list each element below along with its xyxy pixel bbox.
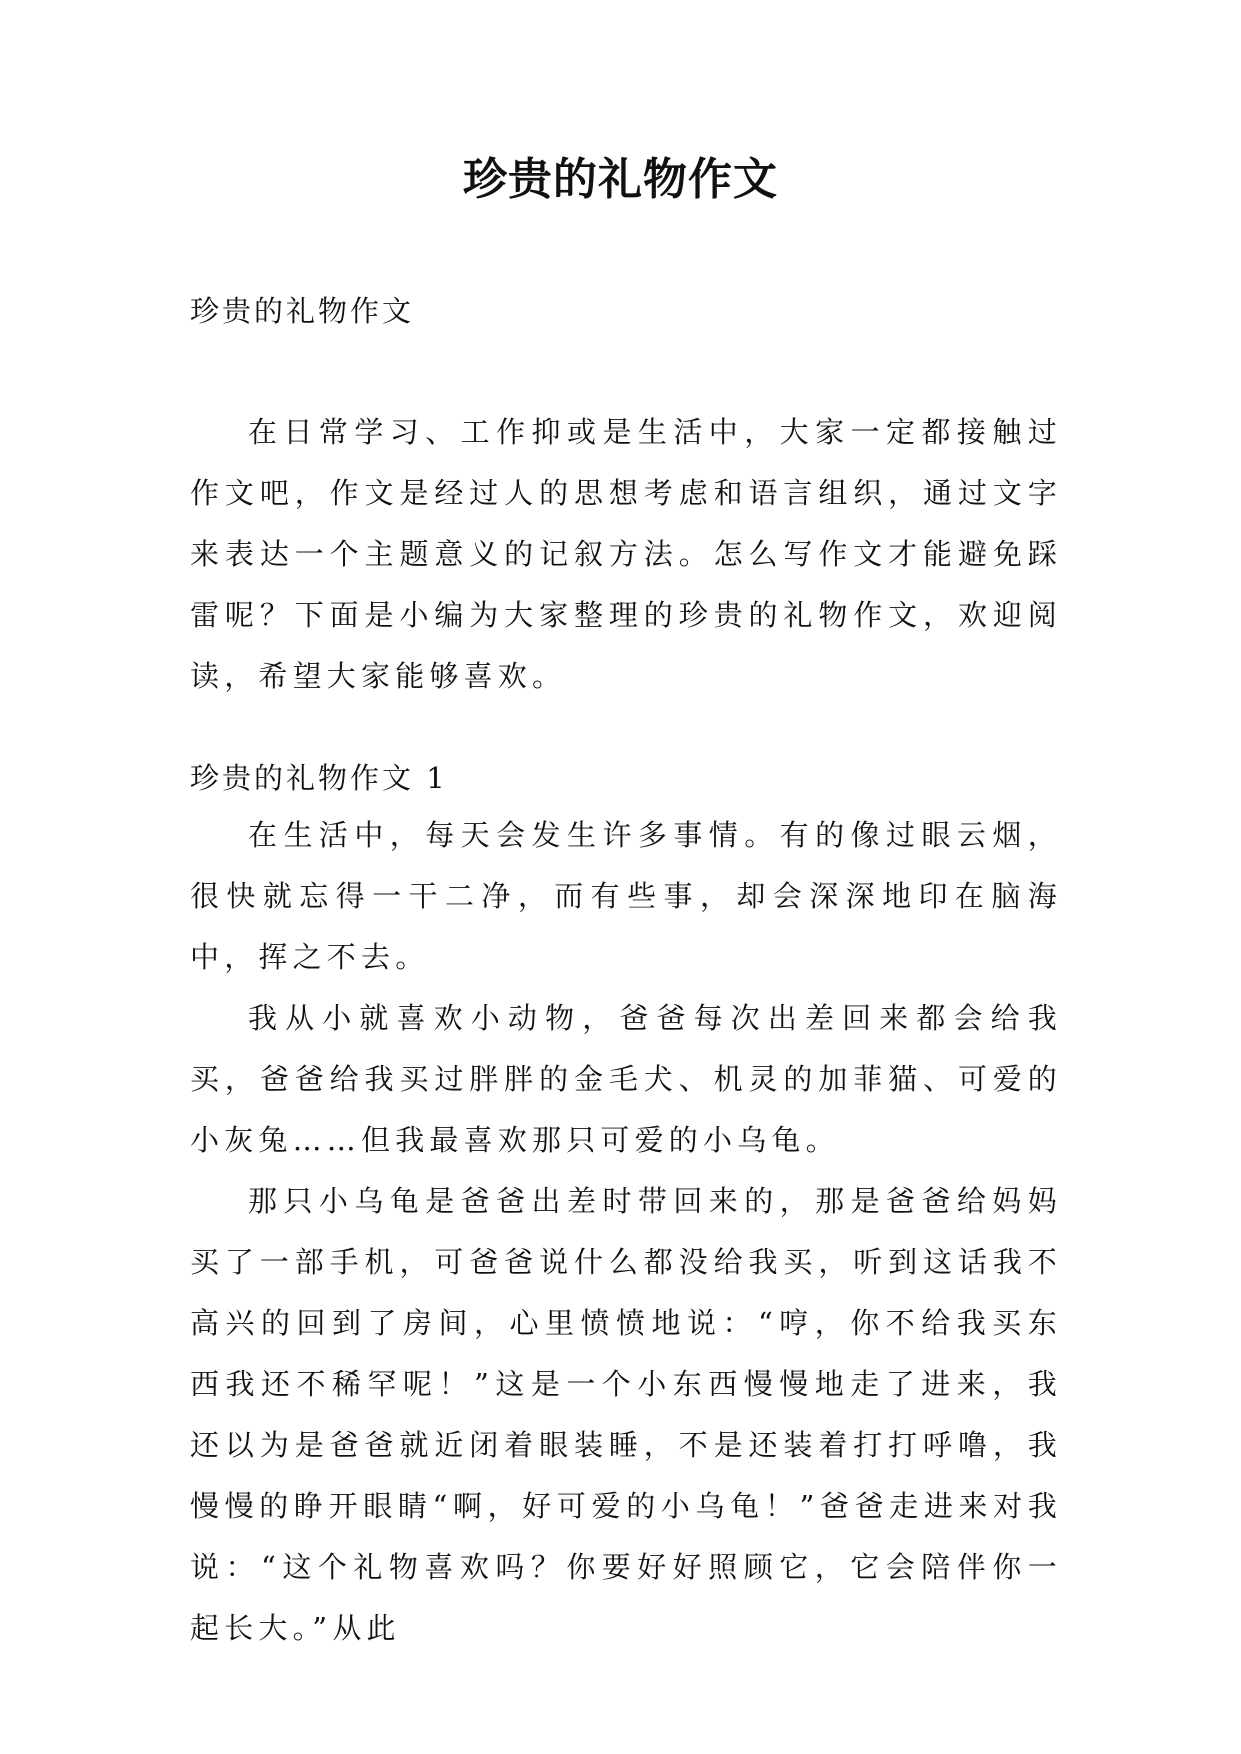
intro-block	[190, 402, 1062, 707]
body-paragraph-2: 我从小就喜欢小动物，爸爸每次出差回来都会给我买，爸爸给我买过胖胖的金毛犬、机灵的加菲猫、可爱的小灰兔……但我最喜欢那只可爱的小乌龟。	[190, 1001, 1062, 1157]
section-body	[190, 805, 1062, 1659]
document-subtitle: 珍贵的礼物作文	[190, 294, 415, 328]
body-paragraph-3: 那只小乌龟是爸爸出差时带回来的，那是爸爸给妈妈买了一部手机，可爸爸说什么都没给我买，听到这话我不高兴的回到了房间，心里愤愤地说：“哼，你不给我买东西我还不稀罕呢！”这是一个小东西慢慢地走了进来，我还以为是爸爸就近闭着眼装睡，不是还装着打打呼噜，我慢慢的睁开眼睛“啊，好可爱的小乌龟！”爸爸走进来对我说：“这个礼物喜欢吗？你要好好照顾它，它会陪伴你一起长大。”从此	[190, 1184, 1062, 1645]
document-title: 珍贵的礼物作文	[463, 154, 778, 205]
body-paragraph-1: 在生活中，每天会发生许多事情。有的像过眼云烟，很快就忘得一干二净，而有些事，却会深深地印在脑海中，挥之不去。	[190, 818, 1062, 974]
section-heading: 珍贵的礼物作文 1	[190, 761, 448, 795]
intro-paragraph: 在日常学习、工作抑或是生活中，大家一定都接触过作文吧，作文是经过人的思想考虑和语言组织，通过文字来表达一个主题意义的记叙方法。怎么写作文才能避免踩雷呢？下面是小编为大家整理的珍贵的礼物作文，欢迎阅读，希望大家能够喜欢。	[190, 415, 1062, 693]
